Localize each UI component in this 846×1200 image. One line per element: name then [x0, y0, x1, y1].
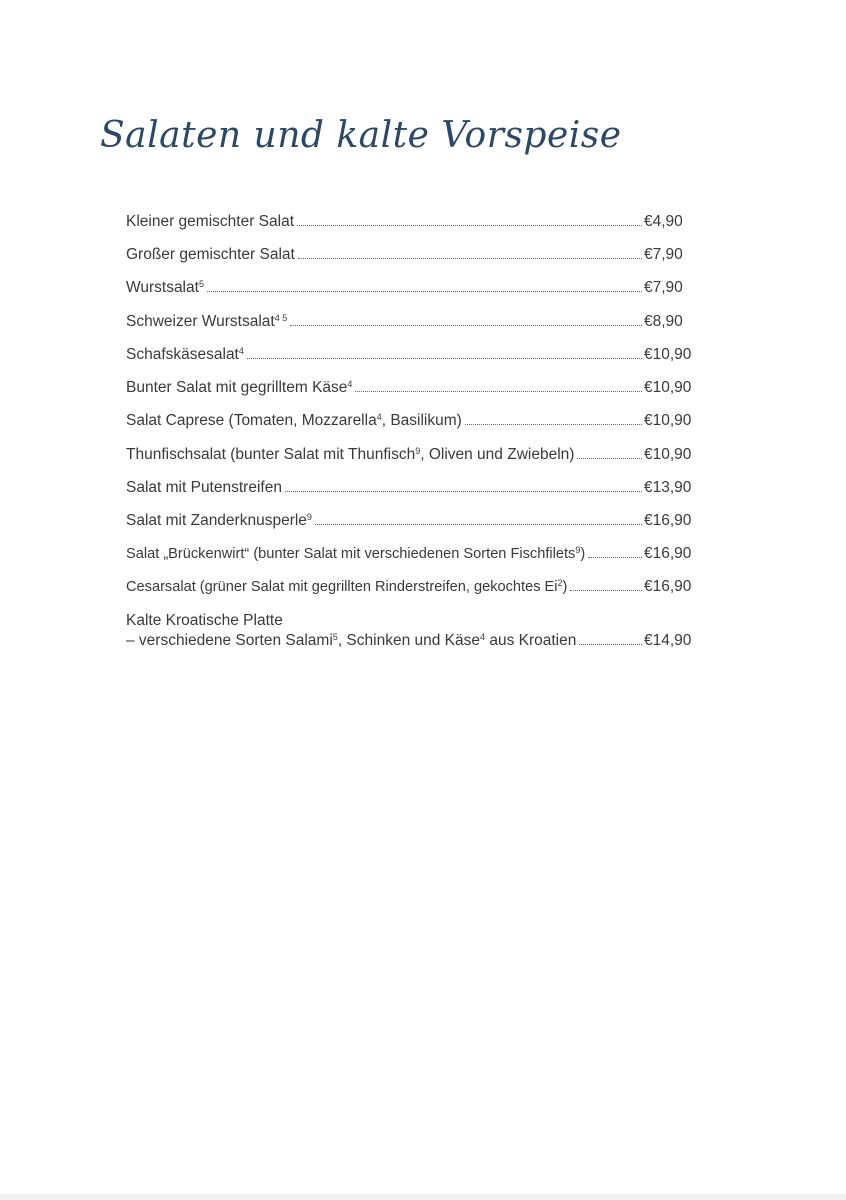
dot-leader	[297, 225, 642, 226]
item-name: Wurstsalat$^5$	[126, 279, 204, 296]
allergen-note: 4	[347, 379, 353, 389]
item-price: €14,90	[644, 632, 692, 649]
item-price: €7,90	[644, 279, 683, 296]
menu-item	[126, 411, 706, 431]
dot-leader	[570, 590, 642, 591]
dot-leader	[579, 644, 642, 645]
allergen-note: 9	[306, 512, 312, 522]
item-price: €13,90	[644, 479, 692, 496]
allergen-note: 5	[198, 279, 204, 289]
item-name: Kalte Kroatische Platte	[126, 612, 283, 629]
allergen-note: 9	[575, 545, 581, 555]
item-description: – verschiedene Sorten Salami$^5$, Schinken und Käse$^4$ aus Kroatien	[126, 632, 577, 649]
item-name: Salat mit Zanderknusperle$^9$	[126, 512, 312, 529]
item-name: Salat Caprese (Tomaten, Mozzarella$^4$, Basilikum)	[126, 412, 462, 429]
item-price: €10,90	[644, 346, 692, 363]
menu-item	[126, 511, 706, 531]
item-price: €16,90	[644, 545, 692, 562]
item-name: Salat mit Putenstreifen	[126, 479, 282, 496]
item-price: €8,90	[644, 313, 683, 330]
item-name: Bunter Salat mit gegrilltem Käse$^4$	[126, 379, 353, 396]
allergen-note: 4	[238, 346, 244, 356]
page-bottom-edge	[0, 1194, 846, 1200]
allergen-note: 9	[415, 446, 421, 456]
dot-leader	[465, 424, 642, 425]
item-price: €16,90	[644, 512, 692, 529]
item-price: €4,90	[644, 213, 683, 230]
dot-leader	[298, 258, 642, 259]
item-name: Großer gemischter Salat	[126, 246, 295, 263]
menu-item	[126, 544, 706, 564]
item-price: €10,90	[644, 412, 692, 429]
menu-item	[126, 445, 706, 465]
item-name: Kleiner gemischter Salat	[126, 213, 294, 230]
item-name: Salat „Brückenwirt“ (bunter Salat mit verschiedenen Sorten Fischfilets$^9$)	[126, 545, 586, 562]
allergen-note: 4	[376, 412, 382, 422]
dot-leader	[355, 391, 642, 392]
dot-leader	[247, 358, 642, 359]
item-name: Schafskäsesalat$^4$	[126, 346, 244, 363]
menu-item	[126, 577, 706, 597]
menu-item	[126, 345, 706, 365]
item-name: Cesarsalat (grüner Salat mit gegrillten Rinderstreifen, gekochtes Ei$^2$)	[126, 578, 568, 595]
dot-leader	[577, 458, 642, 459]
section-title: Salaten und kalte Vorspeise	[100, 115, 622, 156]
menu-item	[126, 478, 706, 498]
item-price: €10,90	[644, 446, 692, 463]
dot-leader	[290, 325, 642, 326]
item-price: €10,90	[644, 379, 692, 396]
menu-item	[126, 212, 706, 232]
dot-leader	[207, 291, 642, 292]
menu-item	[126, 245, 706, 265]
menu-item	[126, 611, 706, 651]
dot-leader	[588, 557, 642, 558]
menu-item	[126, 378, 706, 398]
item-name: Thunfischsalat (bunter Salat mit Thunfisch$^9$, Oliven und Zwiebeln)	[126, 446, 575, 463]
menu-item	[126, 312, 706, 332]
dot-leader	[315, 524, 642, 525]
item-name: Schweizer Wurstsalat$^{4 5}$	[126, 313, 288, 330]
allergen-note: 4 5	[274, 313, 288, 323]
dot-leader	[285, 491, 642, 492]
item-price: €7,90	[644, 246, 683, 263]
item-price: €16,90	[644, 578, 692, 595]
menu-item	[126, 278, 706, 298]
allergen-note: 4	[480, 632, 486, 642]
allergen-note: 5	[332, 632, 338, 642]
allergen-note: 2	[557, 578, 563, 588]
